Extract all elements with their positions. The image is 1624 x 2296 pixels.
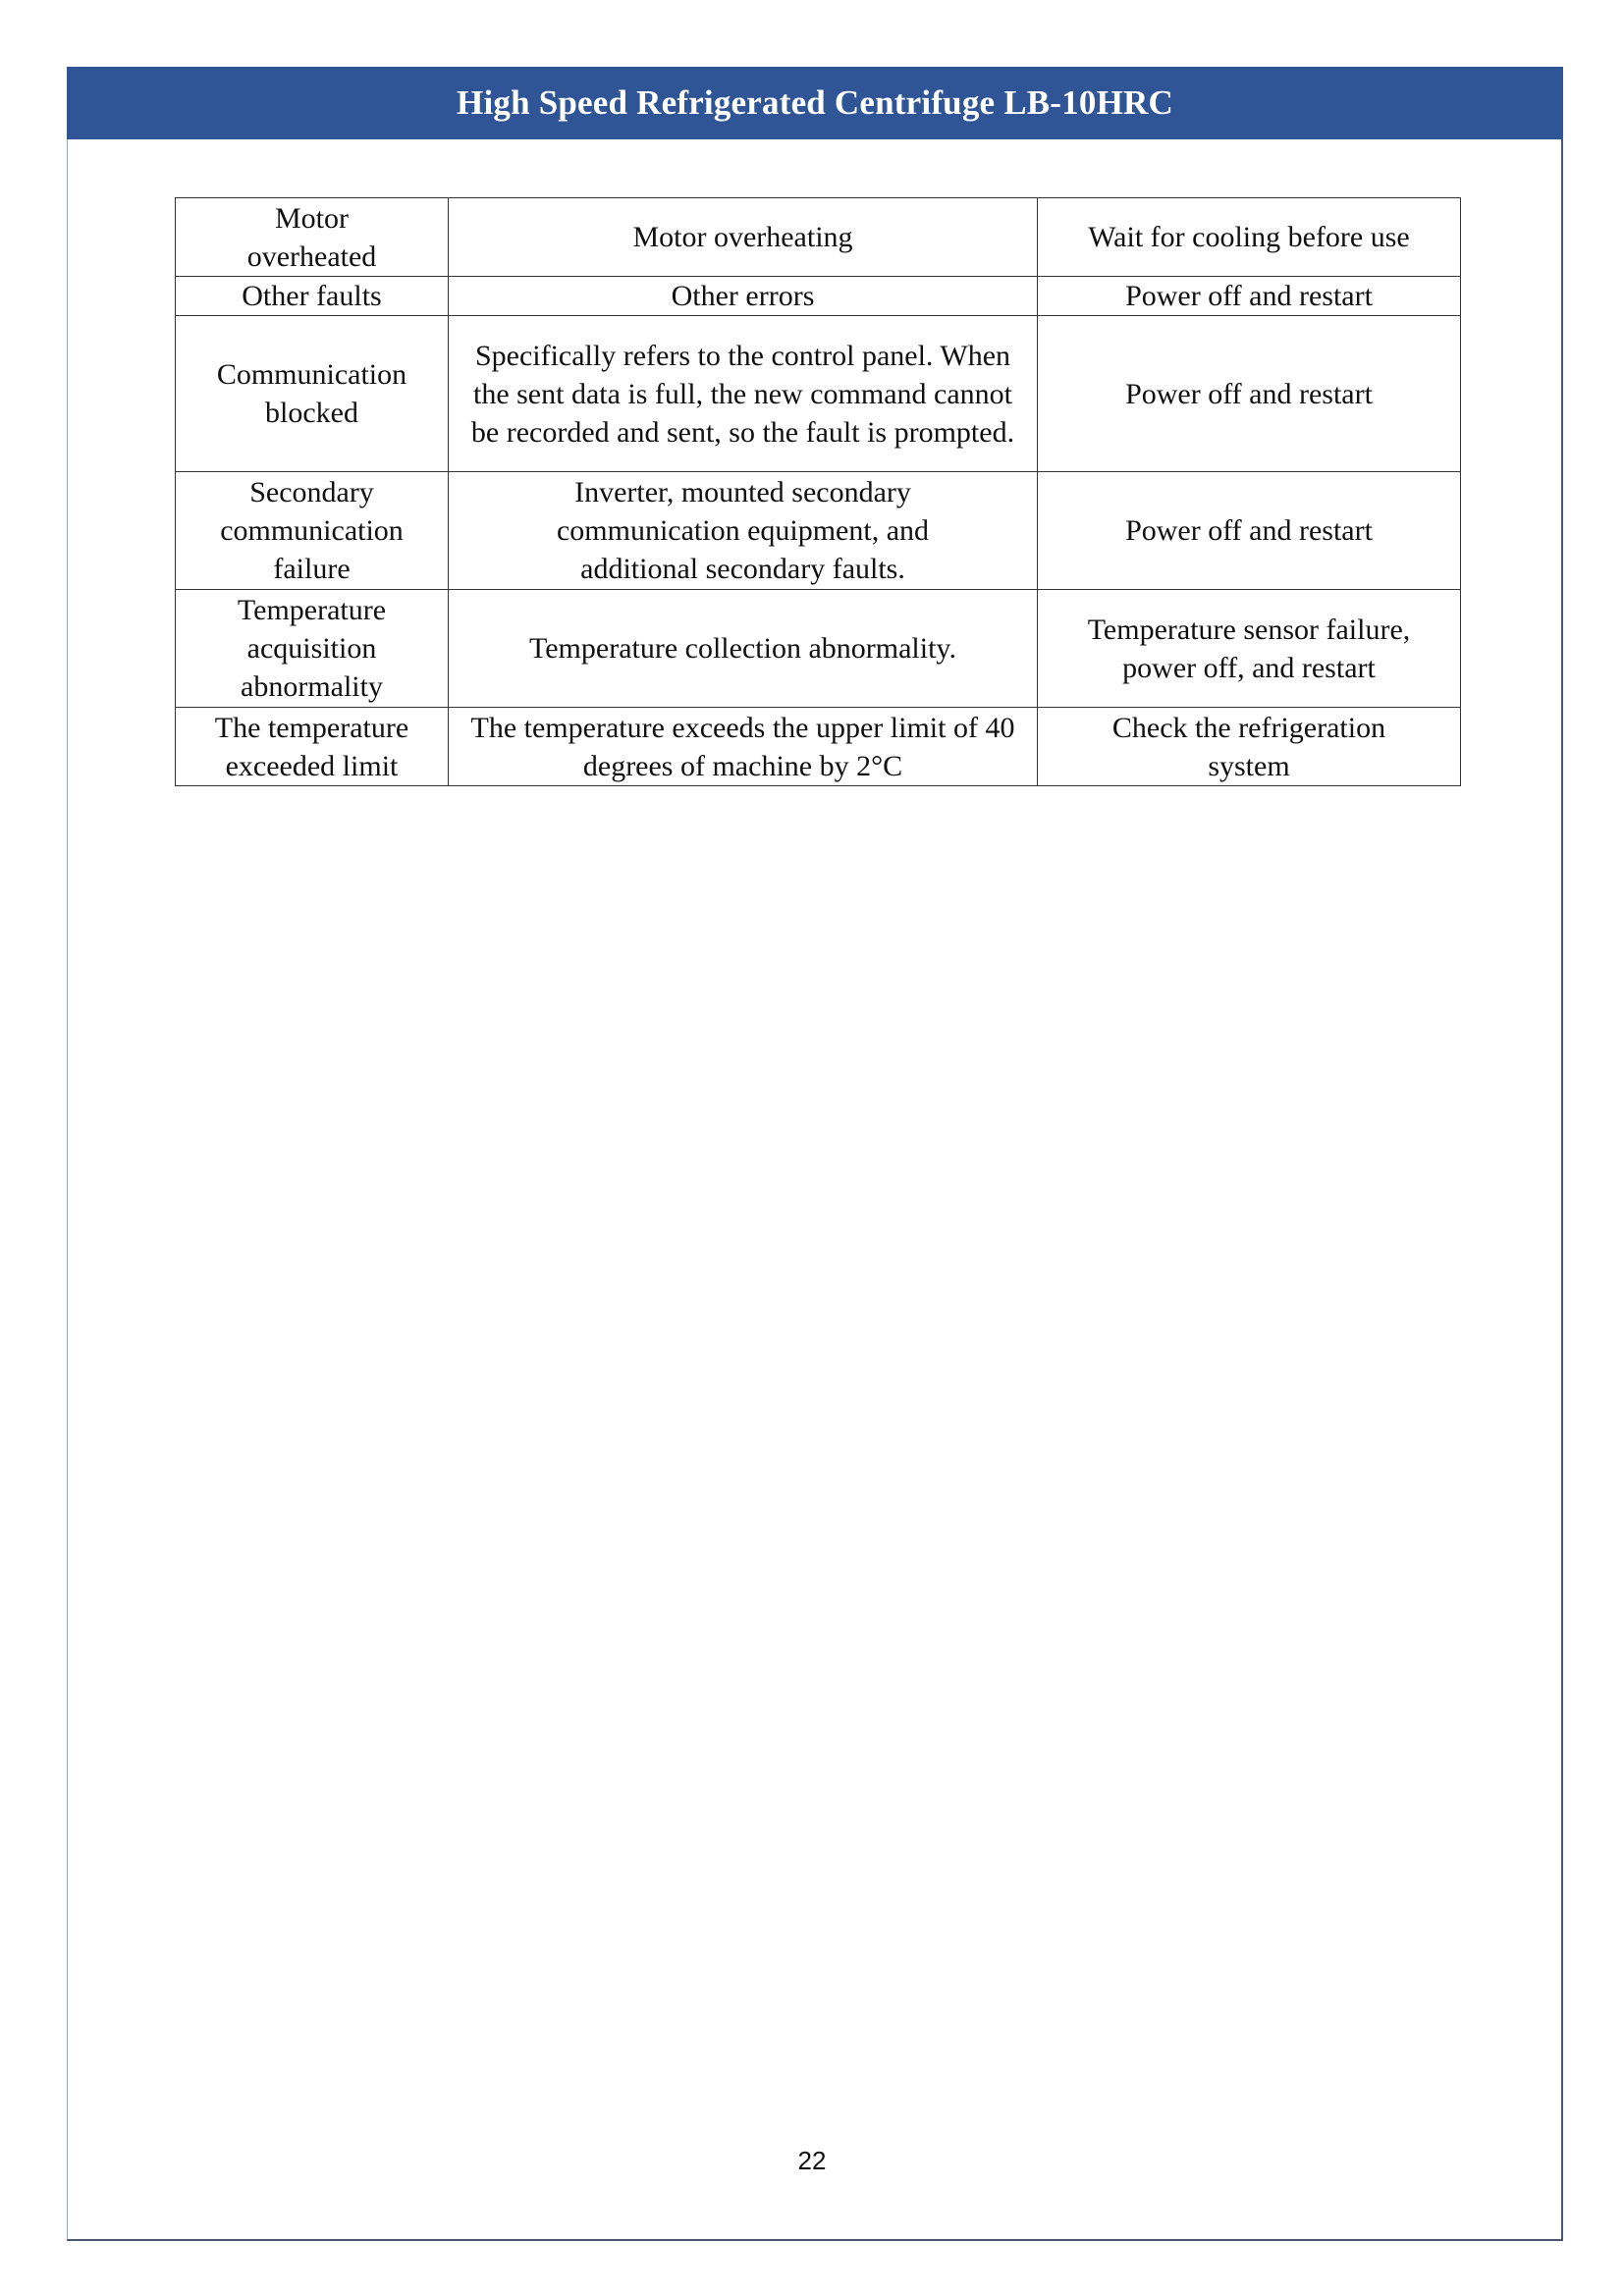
solution-cell: Temperature sensor failure, power off, and restart	[1038, 590, 1461, 708]
solution-cell: Power off and restart	[1038, 472, 1461, 590]
document-title: High Speed Refrigerated Centrifuge LB-10HRC	[457, 83, 1173, 122]
table-row	[176, 198, 1461, 277]
header-bar	[67, 67, 1563, 139]
solution-cell: Power off and restart	[1038, 316, 1461, 472]
fault-table	[175, 197, 1461, 786]
description-cell: Other errors	[449, 277, 1038, 316]
table-row	[176, 590, 1461, 708]
description-cell: Motor overheating	[449, 198, 1038, 277]
fault-cell: The temperature exceeded limit	[176, 708, 449, 786]
fault-cell: Communication blocked	[176, 316, 449, 472]
solution-cell: Wait for cooling before use	[1038, 198, 1461, 277]
fault-cell: Other faults	[176, 277, 449, 316]
table-row	[176, 472, 1461, 590]
solution-cell: Check the refrigeration system	[1038, 708, 1461, 786]
table-row	[176, 277, 1461, 316]
description-cell: Specifically refers to the control panel. When the sent data is full, the new command cannot be recorded and sent, so the fault is prompted.	[449, 316, 1038, 472]
solution-cell: Power off and restart	[1038, 277, 1461, 316]
description-cell: Inverter, mounted secondary communication equipment, and additional secondary faults.	[449, 472, 1038, 590]
fault-cell: Temperature acquisition abnormality	[176, 590, 449, 708]
description-cell: Temperature collection abnormality.	[449, 590, 1038, 708]
page-number: 22	[797, 2146, 827, 2175]
table-row	[176, 708, 1461, 786]
description-cell: The temperature exceeds the upper limit of 40 degrees of machine by 2°C	[449, 708, 1038, 786]
table-row	[176, 316, 1461, 472]
fault-cell: Motor overheated	[176, 198, 449, 277]
fault-cell: Secondary communication failure	[176, 472, 449, 590]
